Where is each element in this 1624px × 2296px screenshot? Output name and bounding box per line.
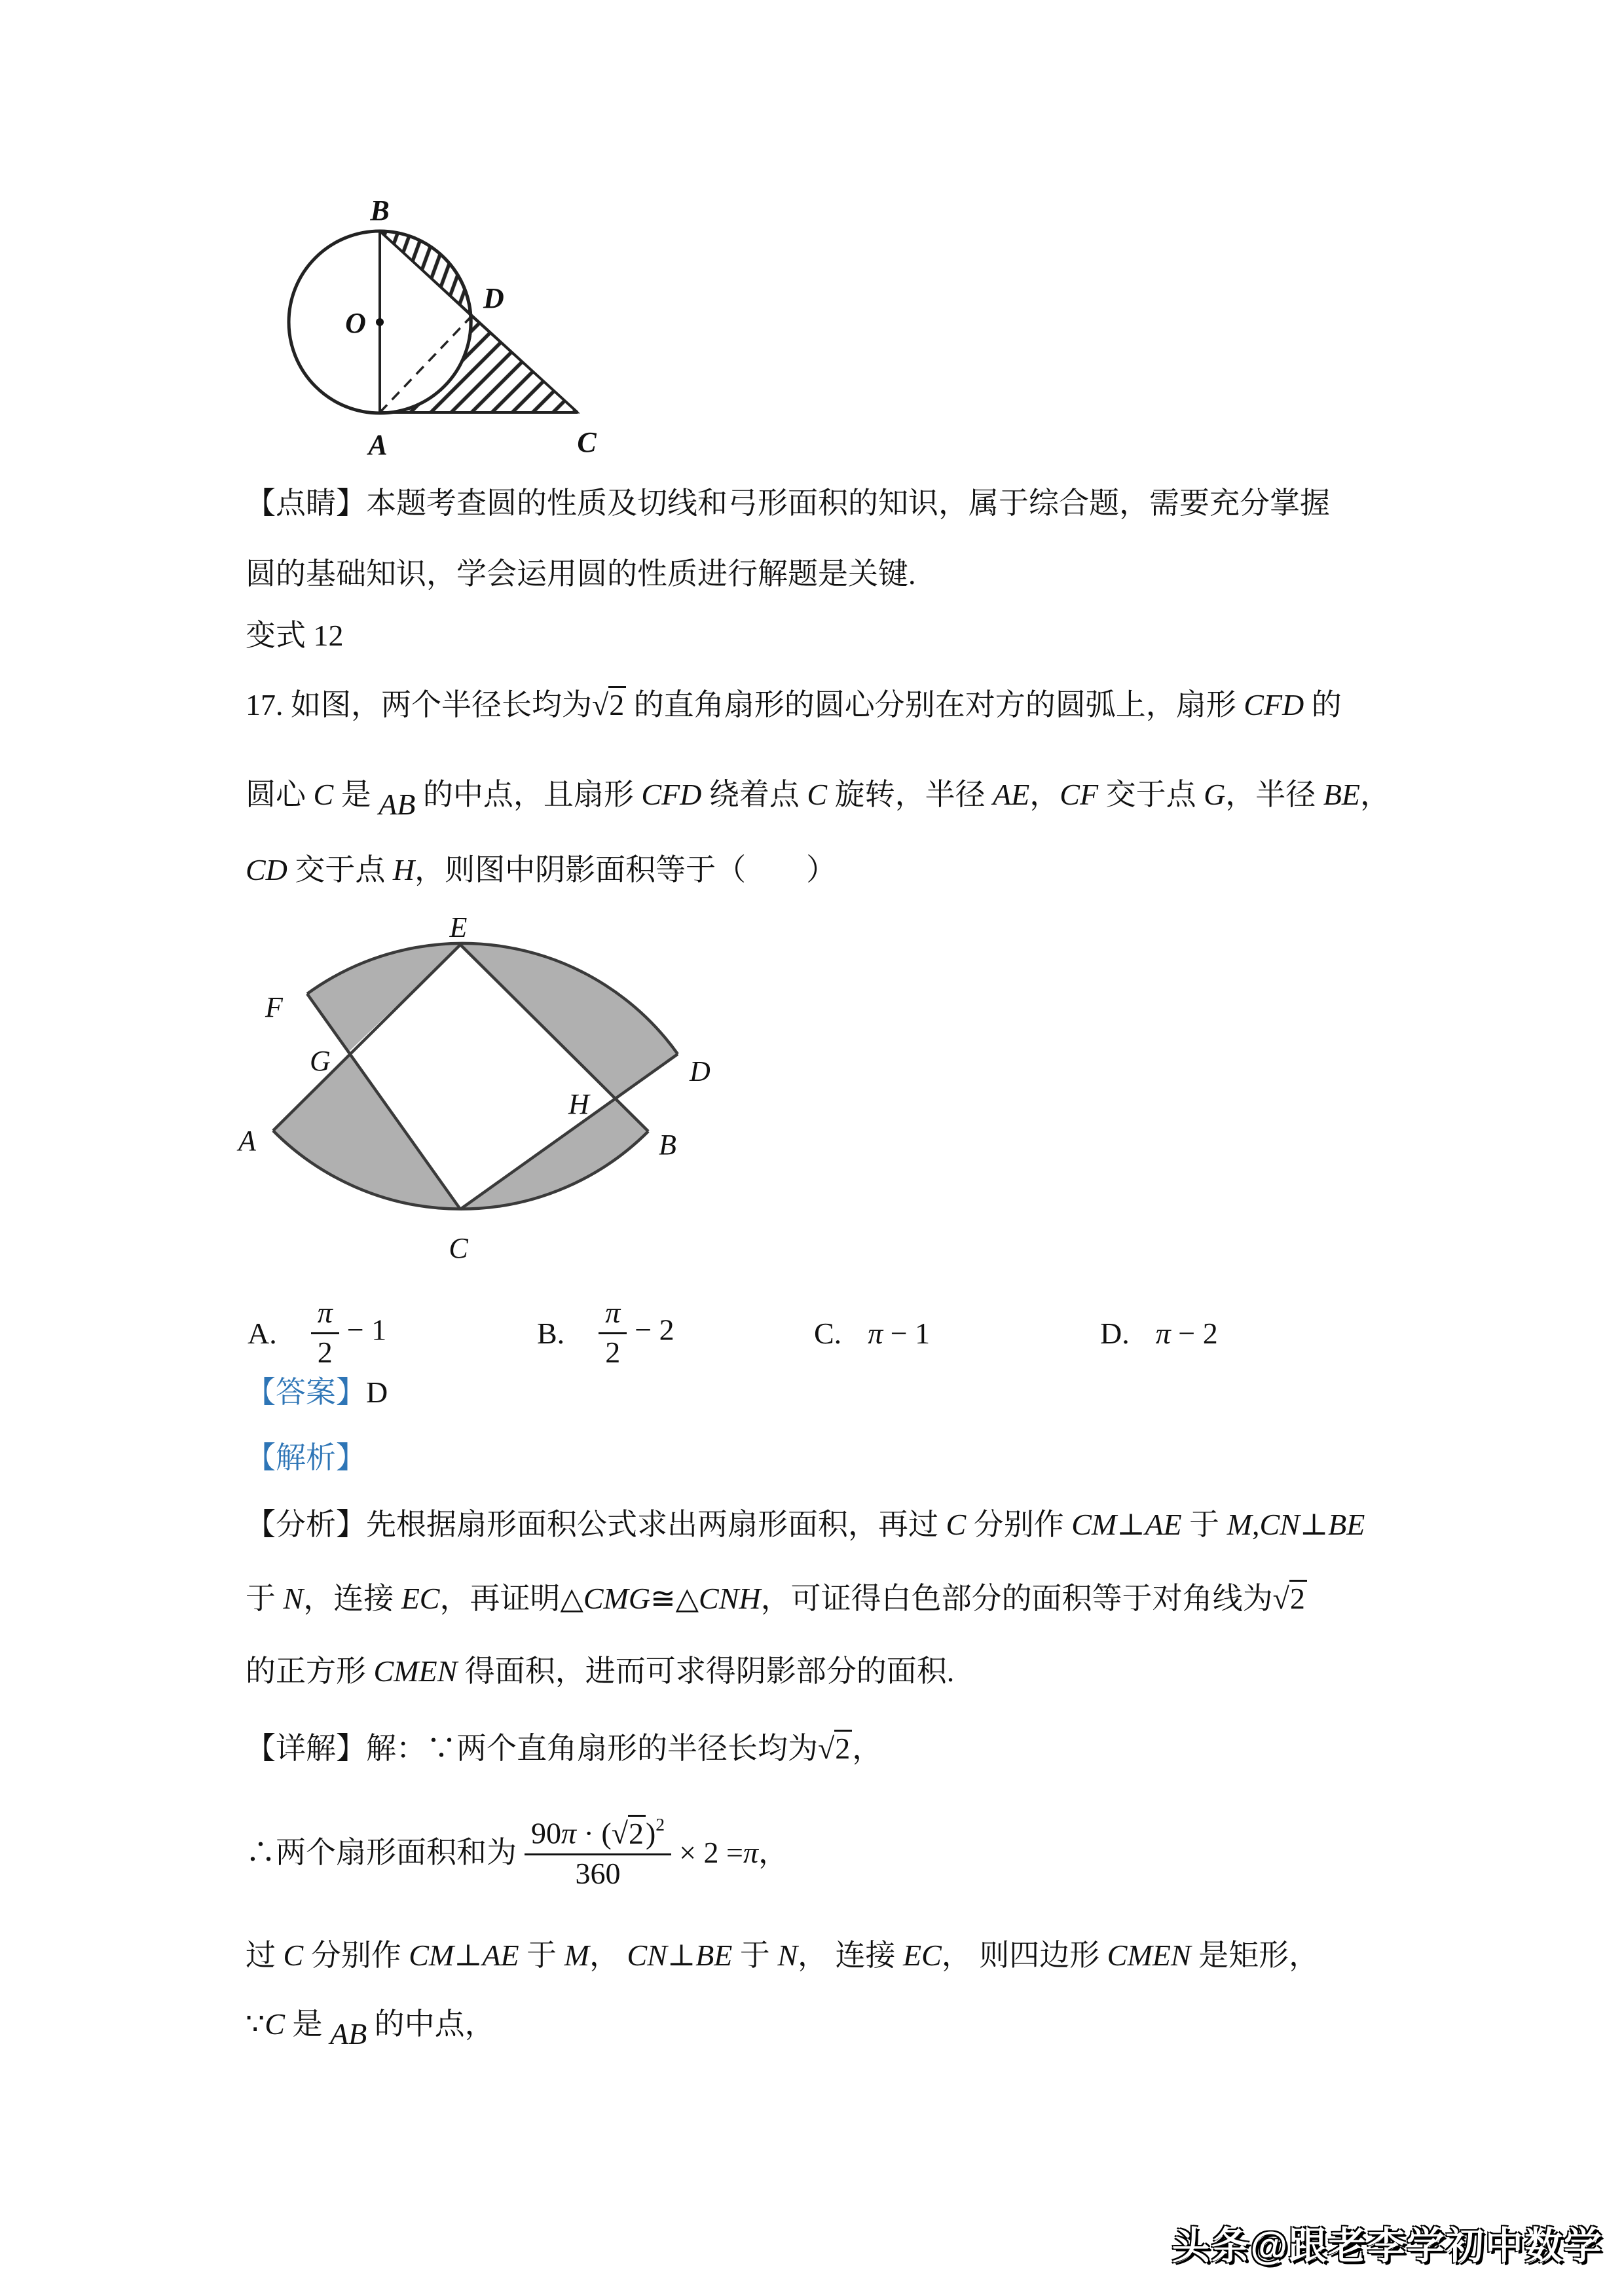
option-d-letter: D. (1100, 1316, 1130, 1350)
hatched-triangle-region (380, 316, 578, 412)
option-b-value: $\frac{\pi}{2}$ − 2 (591, 1296, 674, 1370)
question-17-line-1: 17. 如图，两个半径长均为√2 的直角扇形的圆心分别在对方的圆弧上，扇形 CFD 的 (246, 686, 1342, 724)
answer-line: 【答案】D (246, 1376, 388, 1409)
question-17-line-2: 圆心 C 是 AB 的中点，且扇形 CFD 绕着点 C 旋转，半径 AE，CF 交于点 G，半径 BE， (246, 778, 1390, 822)
figure-circle-tangent-diagram (249, 177, 616, 465)
center-o-dot (376, 318, 384, 326)
detail-formula-line: ∴两个扇形面积和为 $\frac{90\pi \cdot (√2)^2}{360}$ × 2 = π ， (246, 1814, 788, 1890)
detail-line-3: ∵C 是 AB 的中点， (246, 2007, 495, 2051)
label-f: F (265, 991, 283, 1023)
option-d-value: π − 2 (1155, 1316, 1218, 1350)
label-o: O (345, 307, 366, 339)
variant-heading: 变式 12 (246, 619, 344, 652)
jiexi-tag: 【解析】 (246, 1441, 366, 1474)
label-c: C (449, 1232, 468, 1264)
label-c: C (577, 426, 597, 458)
option-b-letter: B. (537, 1316, 565, 1350)
note-dianjing-line-1: 【点睛】本题考查圆的性质及切线和弓形面积的知识，属于综合题，需要充分掌握 (246, 486, 1330, 520)
option-c-value: π − 1 (868, 1316, 931, 1350)
option-c (814, 1287, 930, 1379)
label-d: D (690, 1055, 710, 1087)
option-b (537, 1287, 674, 1379)
option-d (1100, 1287, 1218, 1379)
watermark-text: 头条@跟老李学初中数学 (1172, 2225, 1603, 2267)
analysis-line-1: 【分析】先根据扇形面积公式求出两扇形面积，再过 C 分别作 CM⊥AE 于 M,CN⊥BE (246, 1508, 1365, 1541)
label-h: H (568, 1088, 589, 1120)
label-g: G (310, 1045, 331, 1077)
option-c-letter: C. (814, 1316, 842, 1350)
analysis-line-2: 于 N，连接 EC，再证明△CMG≅△CNH，可证得白色部分的面积等于对角线为√2 (246, 1580, 1307, 1618)
label-e: E (449, 911, 468, 943)
option-a (248, 1287, 386, 1379)
label-a: A (368, 429, 388, 461)
option-a-letter: A. (248, 1316, 277, 1350)
label-d: D (483, 282, 504, 314)
option-a-value: $\frac{\pi}{2}$ − 1 (303, 1296, 387, 1370)
question-17-line-3: CD 交于点 H，则图中阴影面积等于（ ） (246, 853, 837, 886)
note-dianjing-line-2: 圆的基础知识，学会运用圆的性质进行解题是关键. (246, 557, 916, 591)
figure-two-sectors-diagram (229, 907, 727, 1270)
label-b: B (659, 1129, 676, 1161)
analysis-line-3: 的正方形 CMEN 得面积，进而可求得阴影部分的面积. (246, 1654, 955, 1688)
detail-line-1: 【详解】解：∵两个直角扇形的半径长均为√2， (246, 1730, 882, 1768)
label-b: B (370, 194, 390, 227)
label-a: A (238, 1125, 256, 1157)
detail-line-2: 过 C 分别作 CM⊥AE 于 M， CN⊥BE 于 N， 连接 EC， 则四边形 CMEN 是矩形， (246, 1939, 1320, 1972)
